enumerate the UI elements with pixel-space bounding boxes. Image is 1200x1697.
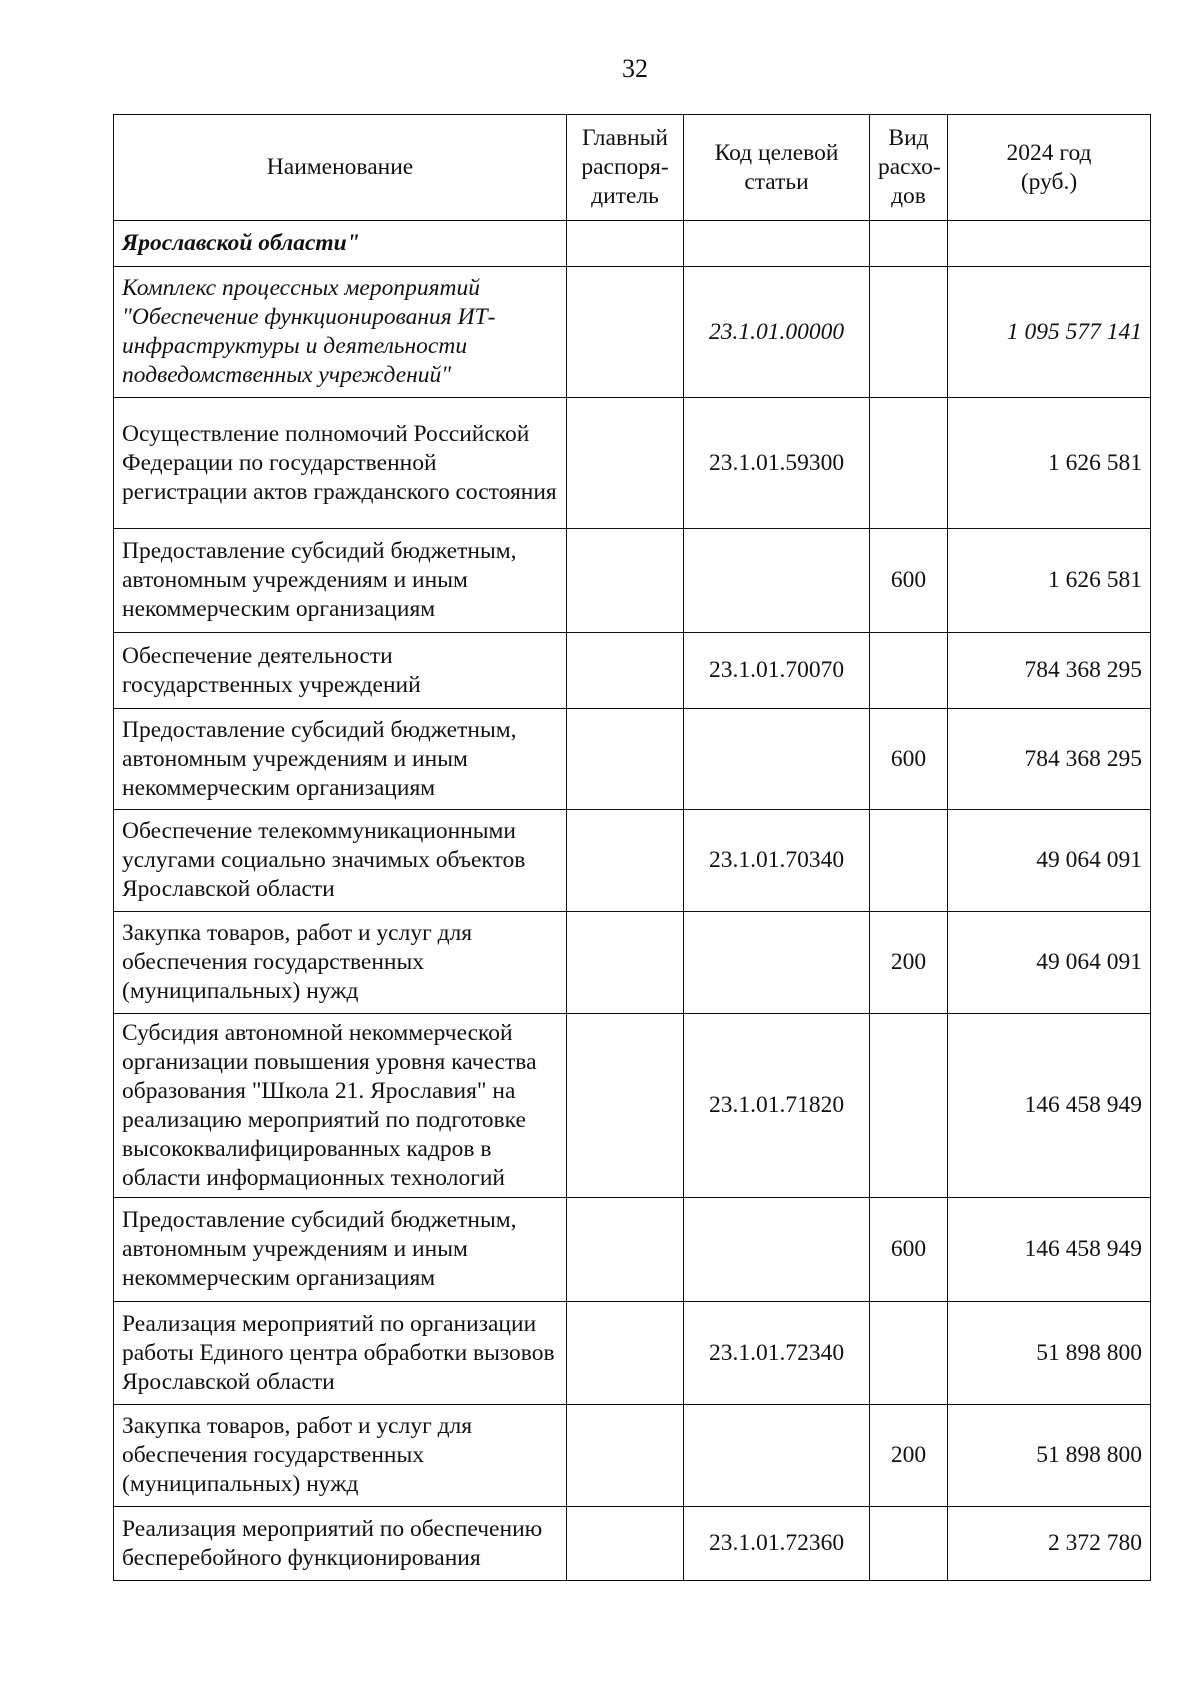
row-kind-cell xyxy=(870,267,948,398)
header-code: Код целевой статьи xyxy=(684,115,870,221)
row-admin-cell xyxy=(567,398,684,529)
row-code-cell: 23.1.01.59300 xyxy=(684,398,870,529)
row-code-cell: 23.1.01.70070 xyxy=(684,633,870,709)
row-admin-cell xyxy=(567,709,684,810)
row-kind-cell: 200 xyxy=(870,912,948,1014)
row-code-cell: 23.1.01.72340 xyxy=(684,1302,870,1405)
row-name-cell: Комплекс процессных мероприятий "Обеспечение функционирования ИТ-инфраструктуры и деятельности подведомственных учреждений" xyxy=(114,267,567,398)
table-row xyxy=(114,1198,1151,1302)
table-row xyxy=(114,709,1151,810)
row-sum-cell: 1 626 581 xyxy=(948,398,1151,529)
row-code-cell xyxy=(684,221,870,267)
row-admin-cell xyxy=(567,1198,684,1302)
row-kind-cell: 200 xyxy=(870,1405,948,1507)
row-kind-cell: 600 xyxy=(870,709,948,810)
row-code-cell: 23.1.01.70340 xyxy=(684,810,870,912)
row-name-cell: Закупка товаров, работ и услуг для обеспечения государственных (муниципальных) нужд xyxy=(114,1405,567,1507)
row-code-cell: 23.1.01.71820 xyxy=(684,1014,870,1198)
row-name-cell: Предоставление субсидий бюджетным, автономным учреждениям и иным некоммерческим организациям xyxy=(114,529,567,633)
row-kind-cell xyxy=(870,810,948,912)
row-admin-cell xyxy=(567,1507,684,1581)
row-admin-cell xyxy=(567,1014,684,1198)
table-row xyxy=(114,398,1151,529)
row-name-cell: Реализация мероприятий по организации работы Единого центра обработки вызовов Ярославской области xyxy=(114,1302,567,1405)
table-row xyxy=(114,267,1151,398)
row-code-cell xyxy=(684,529,870,633)
row-name-cell: Осуществление полномочий Российской Федерации по государственной регистрации актов гражданского состояния xyxy=(114,398,567,529)
row-kind-cell xyxy=(870,1014,948,1198)
table-row xyxy=(114,912,1151,1014)
row-admin-cell xyxy=(567,633,684,709)
row-admin-cell xyxy=(567,267,684,398)
row-kind-cell xyxy=(870,398,948,529)
row-sum-cell: 784 368 295 xyxy=(948,709,1151,810)
table-row xyxy=(114,529,1151,633)
row-kind-cell: 600 xyxy=(870,1198,948,1302)
row-name-cell: Предоставление субсидий бюджетным, автономным учреждениям и иным некоммерческим организациям xyxy=(114,709,567,810)
header-kind: Вид расхо- дов xyxy=(870,115,948,221)
table-row xyxy=(114,1014,1151,1198)
row-sum-cell: 49 064 091 xyxy=(948,810,1151,912)
row-name-cell: Реализация мероприятий по обеспечению бесперебойного функционирования xyxy=(114,1507,567,1581)
row-kind-cell xyxy=(870,221,948,267)
row-code-cell xyxy=(684,1405,870,1507)
row-name-cell: Обеспечение телекоммуникационными услугами социально значимых объектов Ярославской области xyxy=(114,810,567,912)
table-row xyxy=(114,1302,1151,1405)
row-name-cell: Обеспечение деятельности государственных учреждений xyxy=(114,633,567,709)
row-admin-cell xyxy=(567,912,684,1014)
row-code-cell xyxy=(684,912,870,1014)
row-kind-cell xyxy=(870,1507,948,1581)
row-admin-cell xyxy=(567,221,684,267)
row-sum-cell: 51 898 800 xyxy=(948,1405,1151,1507)
header-admin: Главный распоря- дитель xyxy=(567,115,684,221)
row-sum-cell: 146 458 949 xyxy=(948,1198,1151,1302)
table-row xyxy=(114,1507,1151,1581)
table-row xyxy=(114,1405,1151,1507)
row-name-cell: Предоставление субсидий бюджетным, автономным учреждениям и иным некоммерческим организациям xyxy=(114,1198,567,1302)
row-sum-cell: 49 064 091 xyxy=(948,912,1151,1014)
row-name-cell: Субсидия автономной некоммерческой организации повышения уровня качества образования "Школа 21. Ярославия" на реализацию мероприятий по подготовке высококвалифицированных кадров в области информационных технологий xyxy=(114,1014,567,1198)
header-name: Наименование xyxy=(114,115,567,221)
table-body xyxy=(114,221,1151,1581)
table-row xyxy=(114,221,1151,267)
row-sum-cell: 784 368 295 xyxy=(948,633,1151,709)
row-admin-cell xyxy=(567,529,684,633)
row-code-cell xyxy=(684,709,870,810)
row-sum-cell: 2 372 780 xyxy=(948,1507,1151,1581)
row-code-cell: 23.1.01.00000 xyxy=(684,267,870,398)
row-admin-cell xyxy=(567,1302,684,1405)
row-sum-cell: 1 095 577 141 xyxy=(948,267,1151,398)
row-name-cell: Закупка товаров, работ и услуг для обеспечения государственных (муниципальных) нужд xyxy=(114,912,567,1014)
row-sum-cell: 51 898 800 xyxy=(948,1302,1151,1405)
row-kind-cell: 600 xyxy=(870,529,948,633)
header-sum: 2024 год (руб.) xyxy=(948,115,1151,221)
page-number: 32 xyxy=(622,54,648,83)
row-name-cell: Ярославской области" xyxy=(114,221,567,267)
row-code-cell xyxy=(684,1198,870,1302)
row-sum-cell: 146 458 949 xyxy=(948,1014,1151,1198)
row-kind-cell xyxy=(870,1302,948,1405)
row-code-cell: 23.1.01.72360 xyxy=(684,1507,870,1581)
budget-table xyxy=(113,114,1151,1581)
row-sum-cell xyxy=(948,221,1151,267)
row-admin-cell xyxy=(567,1405,684,1507)
table-header-row xyxy=(114,115,1151,221)
row-sum-cell: 1 626 581 xyxy=(948,529,1151,633)
row-admin-cell xyxy=(567,810,684,912)
row-kind-cell xyxy=(870,633,948,709)
table-row xyxy=(114,633,1151,709)
table-row xyxy=(114,810,1151,912)
